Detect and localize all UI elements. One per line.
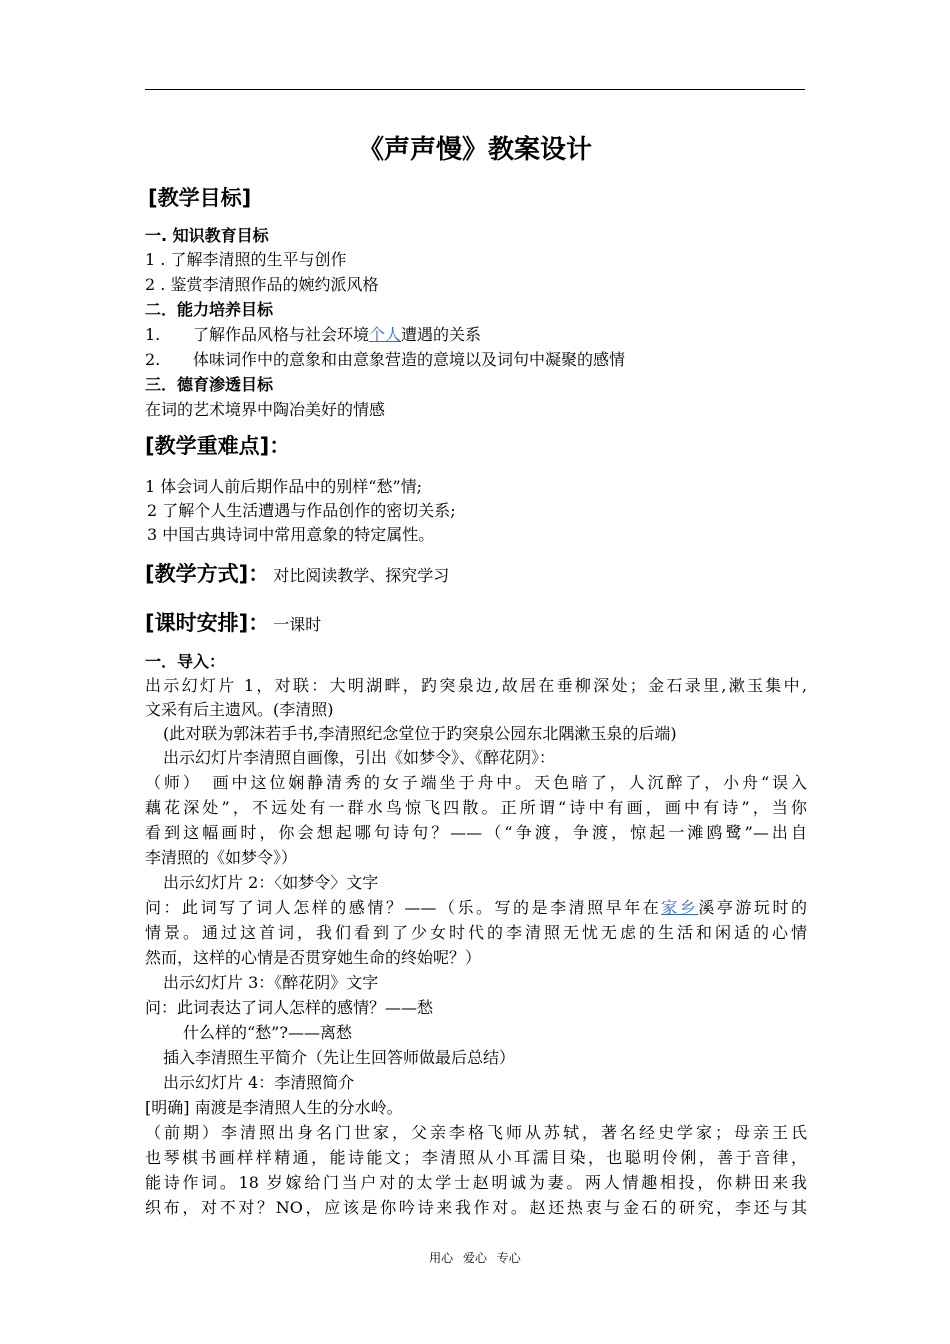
- body-line-2: 文采有后主遗风。(李清照): [145, 700, 334, 719]
- body-line-16: 插入李清照生平简介（先让生回答师做最后总结）: [163, 1048, 516, 1067]
- knowledge-goal-2: 2 . 鉴赏李清照作品的婉约派风格: [145, 275, 379, 294]
- body-line-19: （前期）李清照出身名门世家，父亲李格飞师从苏轼，著名经史学家；母亲王氏: [145, 1123, 807, 1142]
- moral-goal-heading: 三．德育渗透目标: [145, 375, 274, 394]
- link-geren[interactable]: 个人: [369, 325, 402, 344]
- document-title: 《声声慢》教案设计: [357, 135, 592, 165]
- body-line-14: 问：此词表达了词人怎样的感情？——愁: [145, 998, 434, 1017]
- body-line-15: 什么样的“愁”?——离愁: [183, 1023, 352, 1042]
- class-time: [145, 609, 321, 639]
- ability-goal-2: 体味词作中的意象和由意象营造的意境以及词句中凝聚的感情: [193, 350, 626, 369]
- body-line-18: [明确] 南渡是李清照人生的分水岭。: [145, 1098, 403, 1117]
- key-point-1: 1 体会词人前后期作品中的别样“愁”情;: [145, 477, 423, 496]
- body-line-4: 出示幻灯片李清照自画像，引出《如梦令》、《醉花阴》：: [163, 748, 556, 767]
- knowledge-goal-1: 1 . 了解李清照的生平与创作: [145, 250, 347, 269]
- link-jiaxiang[interactable]: 家乡: [661, 898, 699, 917]
- body-line-7: 看到这幅画时，你会想起哪句诗句？——（“争渡，争渡，惊起一滩鸥鹭”—出自: [145, 823, 807, 842]
- teaching-method: [145, 560, 449, 590]
- body-line-13: 出示幻灯片 3：《醉花阴》文字: [163, 973, 379, 992]
- ability-goal-1: [193, 323, 481, 347]
- teaching-method-text: 对比阅读教学、探究学习: [273, 566, 450, 585]
- class-time-heading: [课时安排]：: [145, 611, 270, 635]
- body-line-9: 出示幻灯片 2：〈如梦令〉文字: [163, 873, 379, 892]
- body-line-21: 能诗作词。18 岁嫁给门当户对的太学士赵明诚为妻。两人情趣相投，你耕田来我: [145, 1173, 807, 1192]
- ability-goal-heading: 二．能力培养目标: [145, 300, 274, 319]
- body-line-11: 情景。通过这首词，我们看到了少女时代的李清照无忧无虑的生活和闲适的心情: [145, 923, 807, 942]
- body-line-20: 也琴棋书画样样精通，能诗能文；李清照从小耳濡目染，也聪明伶俐，善于音律，: [145, 1148, 807, 1167]
- body-line-8: 李清照的《如梦令》）: [145, 848, 298, 867]
- ability-goal-1-text: 了解作品风格与社会环境: [193, 325, 370, 344]
- teaching-method-heading: [教学方式]：: [145, 562, 270, 586]
- body-line-1: 出示幻灯片 1，对联：大明湖畔，趵突泉边,故居在垂柳深处；金石录里,漱玉集中,: [145, 676, 807, 695]
- ability-goal-1-text-end: 遭遇的关系: [401, 325, 482, 344]
- goals-heading: [教学目标]: [148, 186, 252, 210]
- body-line-12: 然而，这样的心情是否贯穿她生命的终始呢？）: [145, 948, 482, 967]
- key-point-2: 2 了解个人生活遭遇与作品创作的密切关系;: [147, 501, 456, 520]
- body-line-22: 织布，对不对？NO，应该是你吟诗来我作对。赵还热衷与金石的研究，李还与其: [145, 1198, 807, 1217]
- ability-goal-2-number: 2.: [145, 350, 161, 369]
- header-rule: [145, 89, 805, 90]
- body-line-6: 藕花深处”，不远处有一群水鸟惊飞四散。正所谓“诗中有画，画中有诗”，当你: [145, 798, 807, 817]
- body-line-10-text: 问：此词写了词人怎样的感情？——（乐。写的是李清照早年在: [145, 898, 662, 917]
- ability-goal-1-number: 1.: [145, 325, 161, 344]
- body-line-5: （师） 画中这位娴静清秀的女子端坐于舟中。天色暗了，人沉醉了，小舟“误入: [145, 773, 807, 792]
- moral-goal-1: 在词的艺术境界中陶冶美好的情感: [145, 400, 386, 419]
- key-point-3: 3 中国古典诗词中常用意象的特定属性。: [147, 525, 435, 544]
- body-line-10: [145, 896, 807, 920]
- body-line-3: (此对联为郭沫若手书,李清照纪念堂位于趵突泉公园东北隅漱玉泉的后端): [163, 724, 677, 743]
- intro-heading: 一．导入：: [145, 652, 226, 671]
- class-time-text: 一课时: [273, 615, 322, 634]
- body-line-10-text-end: 溪亭游玩时的: [698, 898, 807, 917]
- key-points-heading: [教学重难点]：: [145, 434, 291, 458]
- page-footer: 用心 爱心 专心: [429, 1251, 521, 1265]
- body-line-17: 出示幻灯片 4：李清照简介: [163, 1073, 355, 1092]
- knowledge-goal-heading: 一. 知识教育目标: [145, 226, 269, 245]
